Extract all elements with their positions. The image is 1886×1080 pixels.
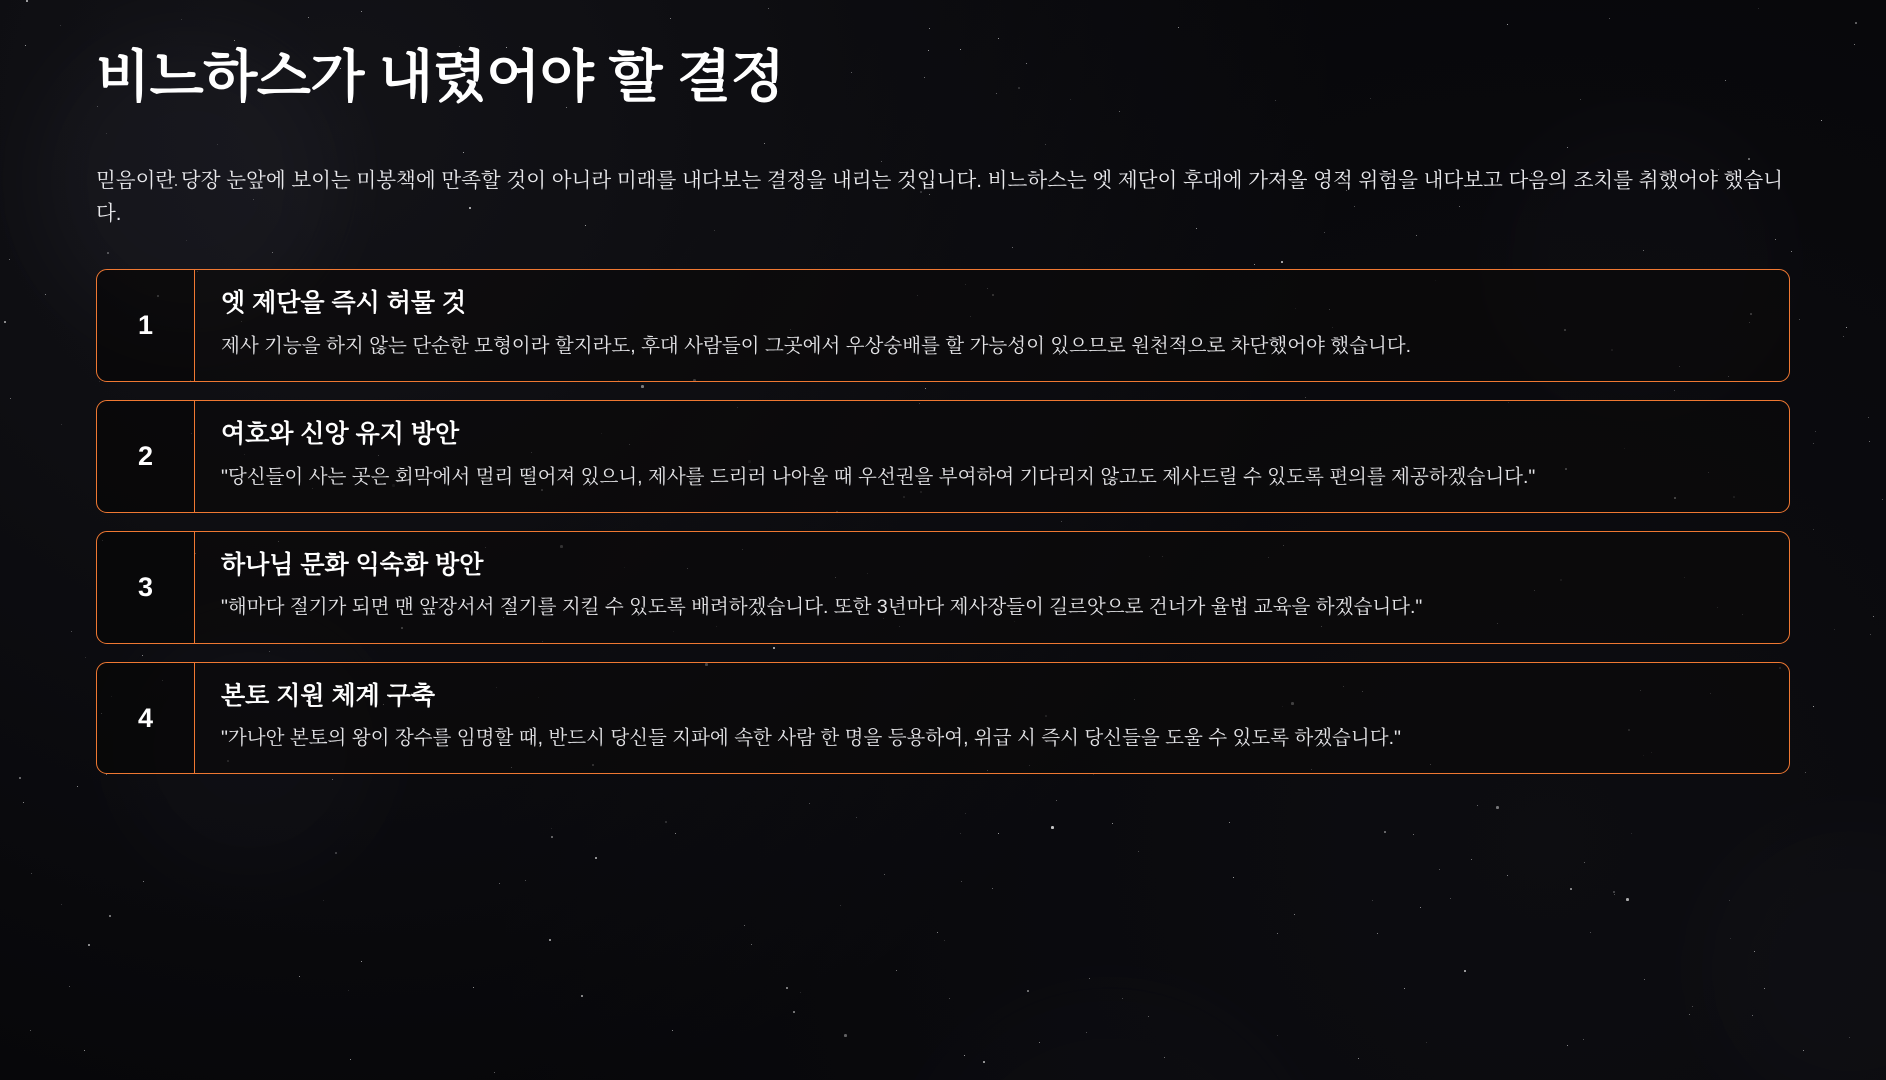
list-item [96, 400, 1790, 513]
list-item [96, 269, 1790, 382]
intro-paragraph: 믿음이란 당장 눈앞에 보이는 미봉책에 만족할 것이 아니라 미래를 내다보는 결정을 내리는 것입니다. 비느하스는 엣 제단이 후대에 가져올 영적 위험을 내다보고 다음의 조치를 취했어야 했습니다. [96, 169, 1784, 226]
decision-list [96, 269, 1790, 774]
list-item-title: 여호와 신앙 유지 방안 [221, 420, 460, 449]
page-title: 비느하스가 내렸어야 할 결정 [96, 45, 785, 108]
list-item [96, 662, 1790, 775]
list-item-body [195, 270, 1789, 381]
list-item-title: 하나님 문화 익숙화 방안 [221, 550, 484, 579]
list-item-number: 3 [97, 532, 195, 643]
list-item-number: 1 [97, 270, 195, 381]
list-item-description: "가나안 본토의 왕이 장수를 임명할 때, 반드시 당신들 지파에 속한 사람 한 명을 등용하여, 위급 시 즉시 당신들을 도울 수 있도록 하겠습니다." [221, 727, 1401, 750]
list-item-description: "해마다 절기가 되면 맨 앞장서서 절기를 지킬 수 있도록 배려하겠습니다. 또한 3년마다 제사장들이 길르앗으로 건너가 율법 교육을 하겠습니다." [221, 596, 1423, 619]
list-item-description: 제사 기능을 하지 않는 단순한 모형이라 할지라도, 후대 사람들이 그곳에서 우상숭배를 할 가능성이 있으므로 원천적으로 차단했어야 했습니다. [221, 334, 1412, 357]
list-item-description: "당신들이 사는 곳은 회막에서 멀리 떨어져 있으니, 제사를 드리러 나아올 때 우선권을 부여하여 기다리지 않고도 제사드릴 수 있도록 편의를 제공하겠습니다." [221, 465, 1536, 488]
list-item-number: 4 [97, 663, 195, 774]
list-item-body [195, 532, 1789, 643]
list-item-number: 2 [97, 401, 195, 512]
list-item-title: 본토 지원 체계 구축 [221, 681, 436, 710]
list-item-title: 엣 제단을 즉시 허물 것 [221, 289, 467, 318]
list-item [96, 531, 1790, 644]
list-item-body [195, 663, 1789, 774]
list-item-body [195, 401, 1789, 512]
